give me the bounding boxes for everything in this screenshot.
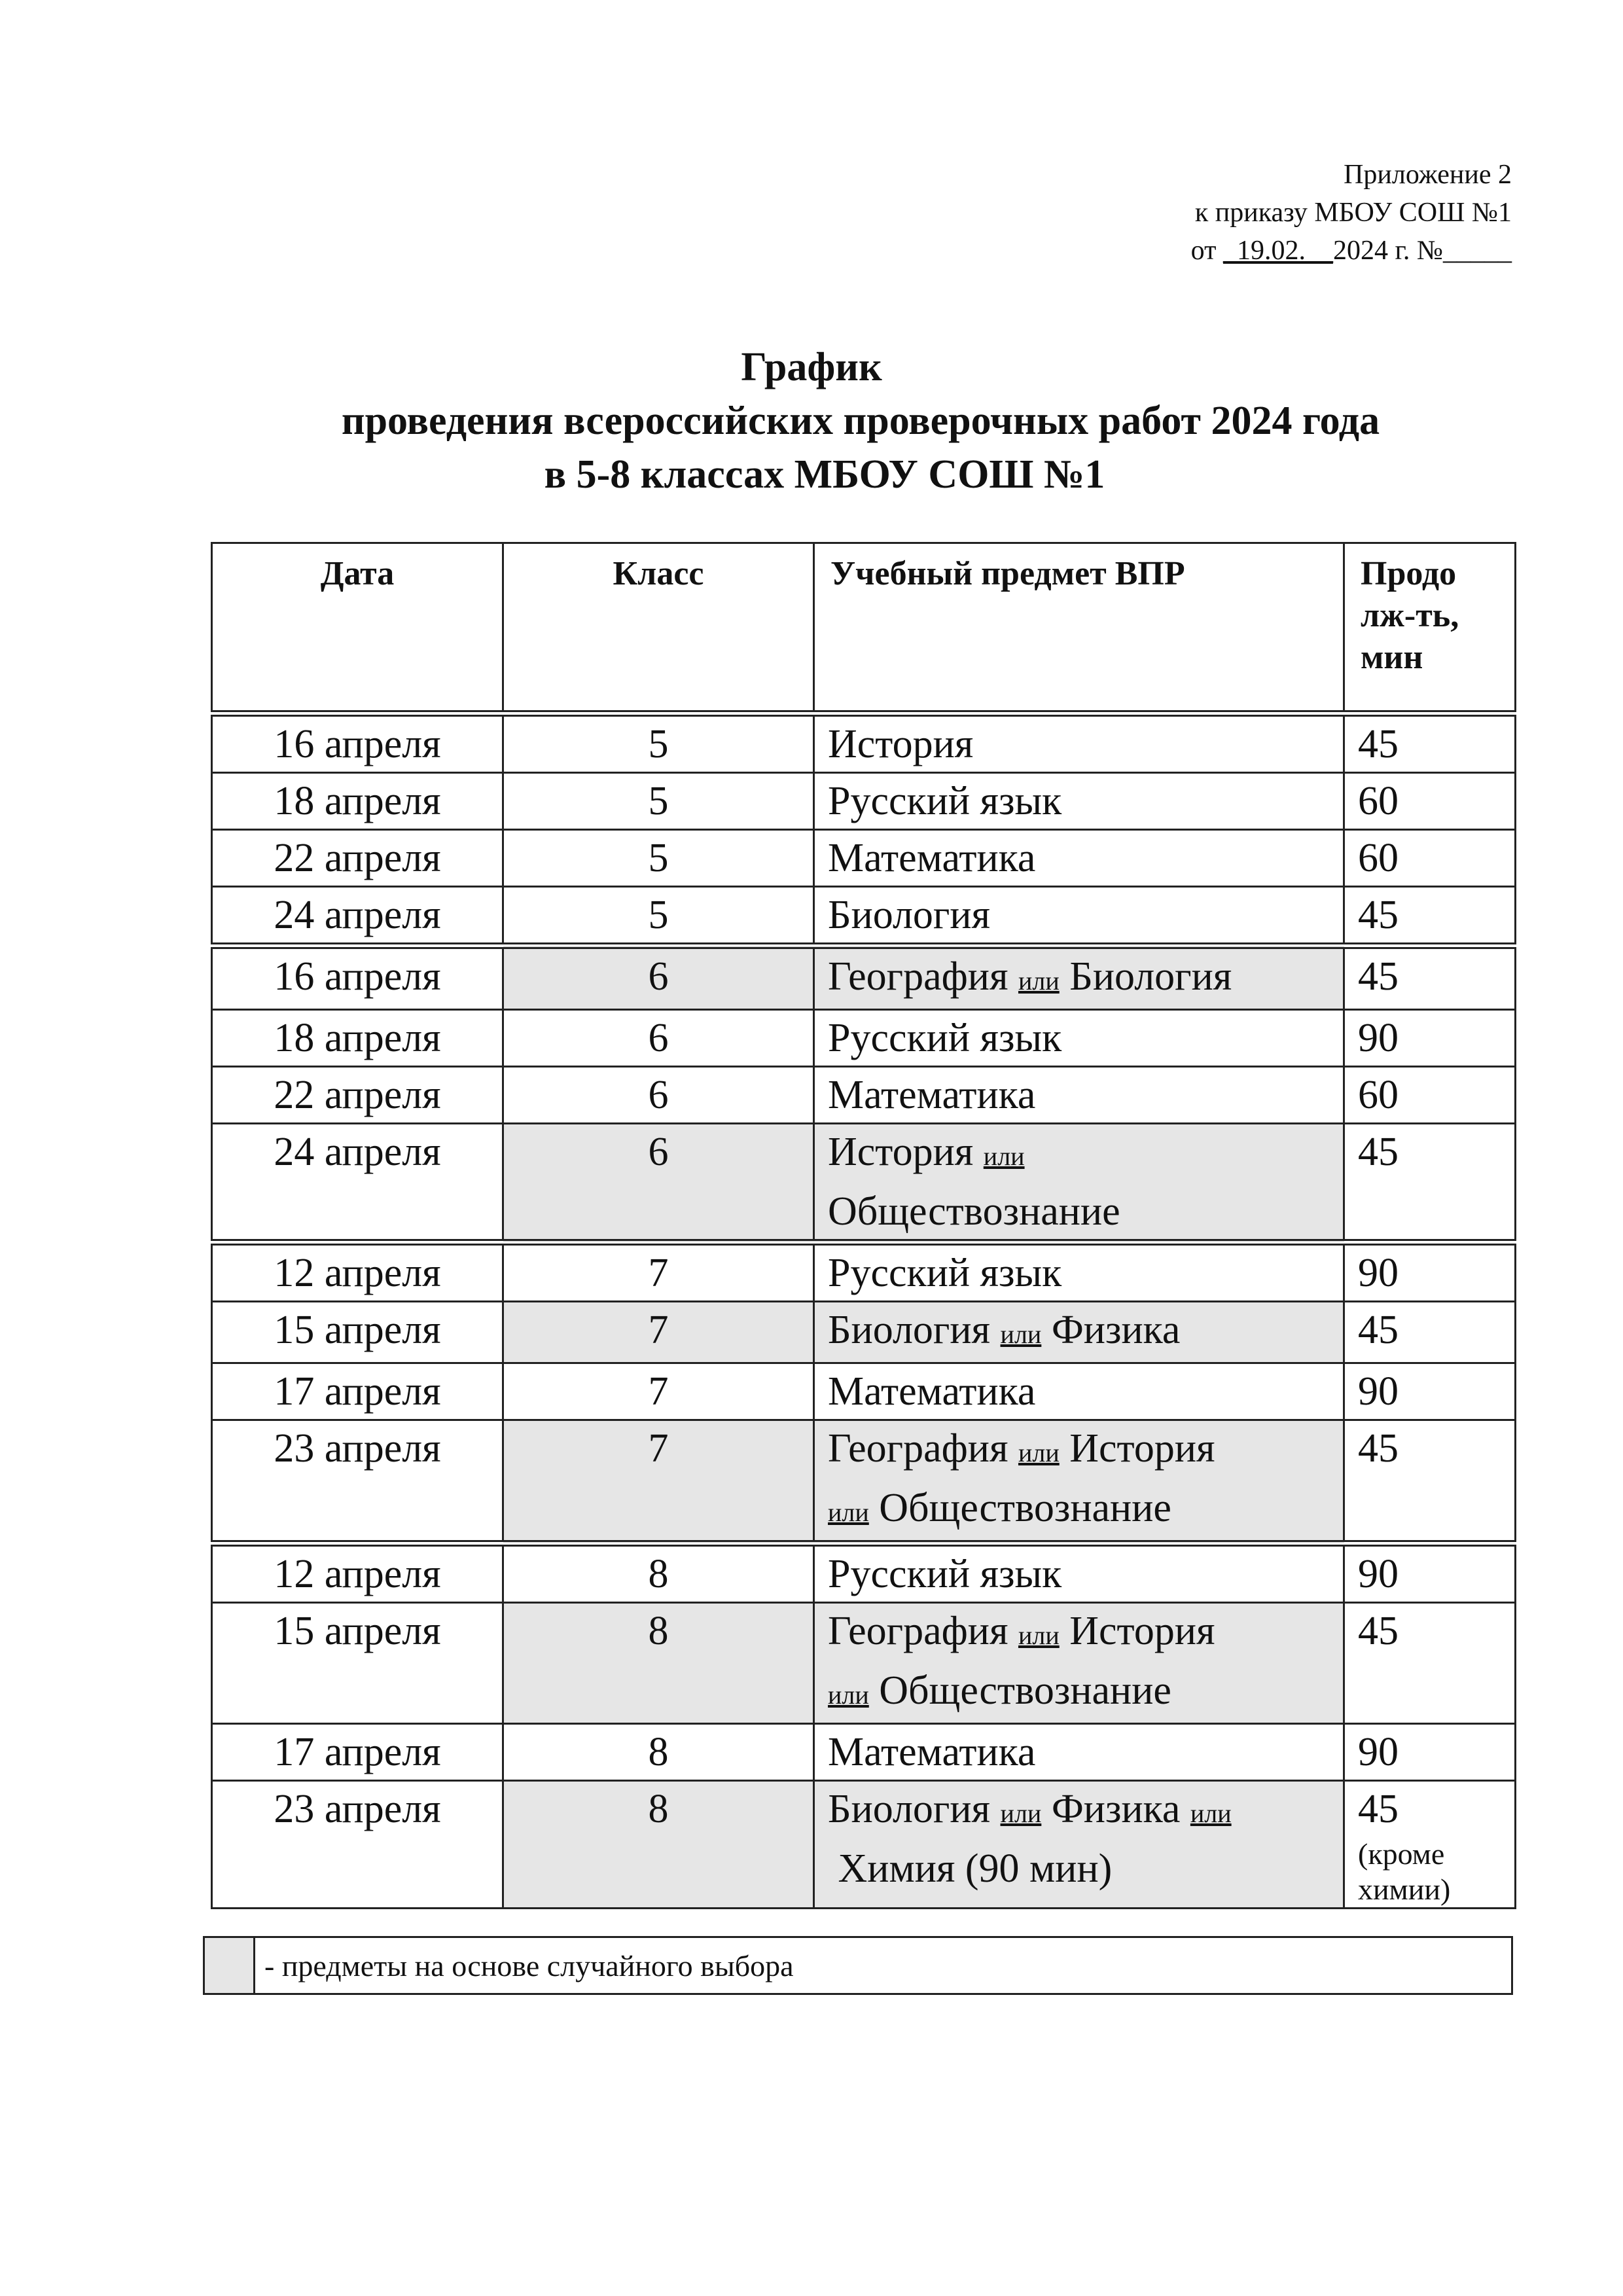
cell-class: 6 (503, 946, 814, 1010)
table-row (212, 1781, 1516, 1909)
header-row (212, 543, 1516, 714)
cell-subject: Русский язык (814, 1010, 1344, 1067)
legend-swatch (204, 1937, 255, 1994)
subject-option: Обществознание (828, 1189, 1120, 1234)
cell-date: 24 апреля (212, 887, 503, 946)
table-row (212, 946, 1516, 1010)
or-word: или (1018, 1621, 1060, 1650)
schedule-table (211, 542, 1516, 1909)
appendix-suffix: 2024 г. №_____ (1332, 236, 1512, 266)
cell-date: 17 апреля (212, 1724, 503, 1781)
table-row (212, 1302, 1516, 1363)
duration-value: 45 (1358, 1787, 1399, 1831)
cell-class: 6 (503, 1010, 814, 1067)
cell-class: 8 (503, 1543, 814, 1603)
cell-subject: Математика (814, 830, 1344, 887)
cell-class: 6 (503, 1124, 814, 1243)
cell-class: 8 (503, 1781, 814, 1909)
cell-subject: Математика (814, 1067, 1344, 1124)
cell-date: 16 апреля (212, 713, 503, 773)
cell-duration: 90 (1344, 1543, 1516, 1603)
appendix-prefix: от (1190, 236, 1223, 266)
cell-duration: 90 (1344, 1242, 1516, 1302)
appendix-line-2: к приказу МБОУ СОШ №1 (1194, 198, 1512, 228)
header-subject: Учебный предмет ВПР (814, 543, 1344, 714)
or-word: или (1018, 966, 1060, 996)
cell-subject: Русский язык (814, 1242, 1344, 1302)
or-word: или (1000, 1319, 1042, 1349)
cell-duration: 45 (1344, 946, 1516, 1010)
cell-duration: 45 (1344, 1603, 1516, 1724)
cell-date: 18 апреля (212, 773, 503, 830)
cell-subject: История (814, 713, 1344, 773)
cell-class: 5 (503, 887, 814, 946)
cell-date: 23 апреля (212, 1781, 503, 1909)
cell-date: 23 апреля (212, 1420, 503, 1544)
cell-date: 15 апреля (212, 1603, 503, 1724)
legend (203, 1936, 1513, 1995)
cell-class: 5 (503, 830, 814, 887)
subject-option: История (1069, 1609, 1215, 1653)
table-row (212, 1420, 1516, 1544)
cell-class: 5 (503, 773, 814, 830)
cell-date: 12 апреля (212, 1242, 503, 1302)
cell-duration: 90 (1344, 1724, 1516, 1781)
cell-duration: 90 (1344, 1010, 1516, 1067)
subject-option: История (1069, 1426, 1215, 1471)
or-word: или (983, 1141, 1025, 1171)
subject-option: Обществознание (879, 1486, 1171, 1530)
title-line-2: проведения всероссийских проверочных работ 2024 года (341, 399, 1380, 443)
table-row (212, 887, 1516, 946)
subject-option: География (828, 954, 1008, 999)
table-row (212, 1010, 1516, 1067)
duration-note: (кроме химии) (1358, 1837, 1451, 1906)
or-word: или (1000, 1799, 1042, 1828)
cell-duration: 45 (1344, 1124, 1516, 1243)
cell-date: 18 апреля (212, 1010, 503, 1067)
header-class: Класс (503, 543, 814, 714)
subject-option: Биология (828, 1787, 991, 1831)
subject-option: География (828, 1609, 1008, 1653)
subject-option: Биология (828, 1308, 991, 1352)
cell-subject (814, 946, 1344, 1010)
cell-date: 24 апреля (212, 1124, 503, 1243)
subject-option: Обществознание (879, 1668, 1171, 1713)
appendix-block (1191, 156, 1512, 270)
cell-duration: 45 (1344, 1302, 1516, 1363)
cell-duration: 60 (1344, 773, 1516, 830)
table-row (212, 773, 1516, 830)
cell-duration (1344, 1781, 1516, 1909)
legend-text: - предметы на основе случайного выбора (255, 1937, 1512, 1994)
appendix-date: _19.02.__ (1222, 236, 1333, 266)
cell-subject: Биология (814, 887, 1344, 946)
subject-option: Биология (1069, 954, 1232, 999)
appendix-line-1: Приложение 2 (1344, 160, 1512, 190)
cell-class: 7 (503, 1420, 814, 1544)
cell-date: 12 апреля (212, 1543, 503, 1603)
subject-option: Физика (1051, 1308, 1181, 1352)
title-line-3: в 5-8 классах МБОУ СОШ №1 (544, 452, 1105, 497)
cell-date: 17 апреля (212, 1363, 503, 1420)
cell-subject: Математика (814, 1724, 1344, 1781)
cell-class: 6 (503, 1067, 814, 1124)
appendix-line-3 (1191, 232, 1512, 270)
cell-subject (814, 1302, 1344, 1363)
cell-subject: Математика (814, 1363, 1344, 1420)
cell-subject (814, 1420, 1344, 1544)
table-row (212, 713, 1516, 773)
cell-date: 22 апреля (212, 830, 503, 887)
cell-class: 7 (503, 1242, 814, 1302)
cell-subject: Русский язык (814, 1543, 1344, 1603)
table-row (212, 1724, 1516, 1781)
table-row (212, 1067, 1516, 1124)
cell-class: 5 (503, 713, 814, 773)
cell-class: 8 (503, 1603, 814, 1724)
cell-class: 7 (503, 1363, 814, 1420)
cell-duration: 45 (1344, 1420, 1516, 1544)
table-row (212, 830, 1516, 887)
cell-duration: 60 (1344, 830, 1516, 887)
table-row (212, 1124, 1516, 1243)
cell-subject (814, 1603, 1344, 1724)
subject-option: Физика (1051, 1787, 1181, 1831)
header-duration: Продо лж-ть, мин (1344, 543, 1516, 714)
page-title (0, 340, 1623, 501)
table-row (212, 1543, 1516, 1603)
subject-option: Химия (90 мин) (838, 1846, 1113, 1891)
or-word: или (1018, 1438, 1060, 1467)
table-row (212, 1603, 1516, 1724)
cell-subject (814, 1124, 1344, 1243)
cell-date: 16 апреля (212, 946, 503, 1010)
cell-date: 22 апреля (212, 1067, 503, 1124)
or-word: или (1190, 1799, 1232, 1828)
cell-subject (814, 1781, 1344, 1909)
cell-class: 8 (503, 1724, 814, 1781)
cell-duration: 45 (1344, 713, 1516, 773)
cell-duration: 90 (1344, 1363, 1516, 1420)
cell-duration: 45 (1344, 887, 1516, 946)
or-word: или (828, 1498, 869, 1527)
cell-date: 15 апреля (212, 1302, 503, 1363)
or-word: или (828, 1680, 869, 1710)
table-row (212, 1242, 1516, 1302)
cell-class: 7 (503, 1302, 814, 1363)
subject-option: История (828, 1130, 974, 1174)
table-row (212, 1363, 1516, 1420)
header-date: Дата (212, 543, 503, 714)
title-line-1: График (741, 345, 882, 389)
subject-option: География (828, 1426, 1008, 1471)
cell-duration: 60 (1344, 1067, 1516, 1124)
cell-subject: Русский язык (814, 773, 1344, 830)
